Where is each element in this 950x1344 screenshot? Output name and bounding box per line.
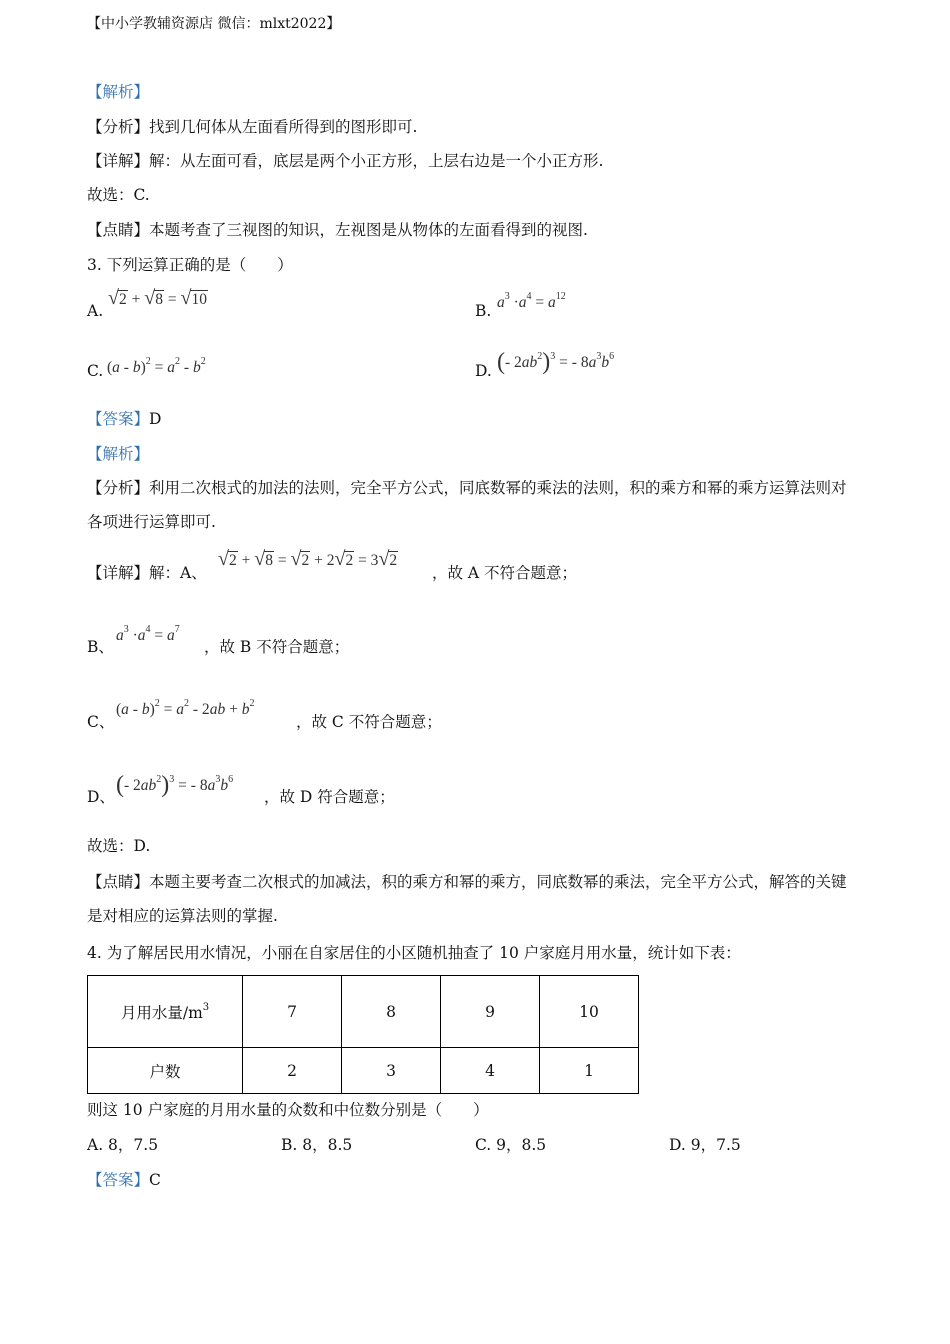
q3-option-b-label: B. [475,302,492,320]
table-header-cell: 户数 [88,1048,243,1094]
q3-jiexi-tag: 【解析】 [87,445,150,463]
xiangjie-tag: 【详解】 [87,564,150,582]
q3-detail-b-formula: $a^3 \cdot a^4 = a^7$ [116,624,180,644]
q4-option-c: C. 9，8.5 [475,1136,547,1154]
q3-option-d-label: D. [475,362,492,380]
q2-dianjing [87,220,588,240]
q3-option-d-formula: (- $2ab^2)^3$ = - $8a^3b^6$ [497,349,615,375]
table-cell: 3 [342,1048,441,1094]
table-cell: 8 [342,976,441,1048]
q3-option-b-formula: $a^3 \cdot a^4 = a^{12}$ [497,291,566,311]
table-cell: 2 [243,1048,342,1094]
q4-option-a: A. 8，7.5 [87,1136,159,1154]
q3-detail-a-formula: √2 + √8 = √2 + 2√2 = 3√2 [218,548,398,570]
q3-stem: 3. 下列运算正确的是（ ） [87,256,293,274]
fenxi-tag: 【分析】 [87,479,150,497]
q3-detail-d-suffix: ，故 D 符合题意； [264,788,395,806]
answer-tag: 【答案】 [87,1171,150,1189]
q3-detail-d-prefix: D、 [87,788,115,806]
q3-option-c-formula: $(a - b)^2 = a^2 - b^2$ [107,356,206,376]
xiangjie-tag: 【详解】 [87,152,150,170]
dianjing-text: 本题考查了三视图的知识，左视图是从物体的左面看得到的视图. [149,221,588,239]
dianjing-tag: 【点睛】 [87,221,150,239]
q3-detail-c-prefix: C、 [87,713,115,731]
answer-value: C [149,1171,161,1189]
q3-detail-b-suffix: ，故 B 不符合题意； [204,638,350,656]
q3-fenxi [87,471,859,539]
q4-question: 则这 10 户家庭的月用水量的众数和中位数分别是（ ） [87,1101,489,1119]
q3-option-a-formula: √2 + √8 = √10 [108,287,207,309]
q4-answer [87,1170,161,1190]
fenxi-tag: 【分析】 [87,118,150,136]
q2-fenxi [87,117,417,137]
table-cell: 1 [540,1048,639,1094]
q4-option-b: B. 8，8.5 [281,1136,353,1154]
q3-detail-c-suffix: ，故 C 不符合题意； [296,713,442,731]
table-cell: 7 [243,976,342,1048]
table-cell: 9 [441,976,540,1048]
answer-tag: 【答案】 [87,410,150,428]
q2-guxuan: 故选：C. [87,186,150,204]
q3-option-a-label: A. [87,302,104,320]
table-cell: 10 [540,976,639,1048]
q4-stem: 4. 为了解居民用水情况，小丽在自家居住的小区随机抽查了 10 户家庭月用水量，统计如下表： [87,944,741,962]
q3-detail-c-formula: $(a - b)^2 = a^2 - 2ab + b^2$ [116,698,255,718]
table-row [88,1048,639,1094]
q3-answer [87,409,161,429]
dianjing-text: 本题主要考查二次根式的加减法，积的乘方和幂的乘方，同底数幂的乘法，完全平方公式，解答的关键是对相应的运算法则的掌握. [87,873,847,925]
q2-jiexi-tag: 【解析】 [87,83,150,101]
page-header: 【中小学教辅资源店 微信：mlxt2022】 [87,16,341,32]
water-usage-table [87,975,639,1094]
q4-option-d: D. 9，7.5 [669,1136,741,1154]
xiangjie-text: 解：从左面可看，底层是两个小正方形，上层右边是一个小正方形. [149,152,604,170]
answer-value: D [149,410,162,428]
q3-detail-a-suffix: ，故 A 不符合题意； [432,564,578,582]
q3-dianjing [87,865,859,933]
table-cell: 4 [441,1048,540,1094]
q2-xiangjie [87,151,603,171]
xiangjie-prefix: 解：A、 [149,564,207,582]
table-row [88,976,639,1048]
q3-xiangjie-a [87,563,207,583]
table-header-cell: 月用水量$/m^3$ [88,976,243,1048]
q3-detail-b-prefix: B、 [87,638,114,656]
q3-detail-d-formula: (- $2ab^2)^3$ = - $8a^3b^6$ [116,772,234,798]
fenxi-text: 利用二次根式的加法的法则，完全平方公式，同底数幂的乘法的法则，积的乘方和幂的乘方运算法则对各项进行运算即可. [87,479,847,531]
fenxi-text: 找到几何体从左面看所得到的图形即可. [149,118,418,136]
dianjing-tag: 【点睛】 [87,873,150,891]
q3-guxuan: 故选：D. [87,837,151,855]
q3-option-c-label: C. [87,362,104,380]
